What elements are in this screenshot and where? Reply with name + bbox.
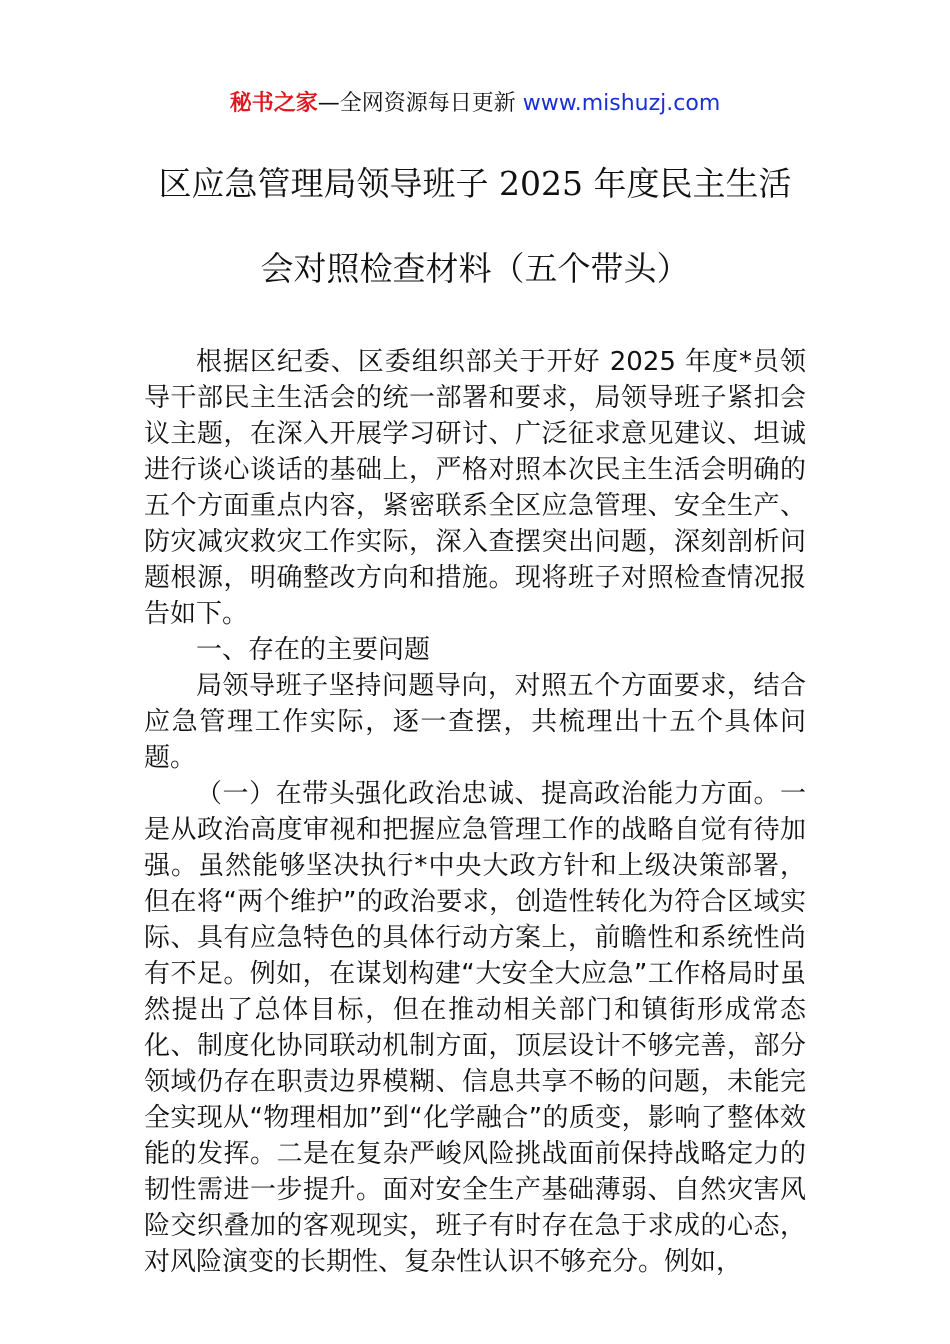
- site-brand[interactable]: 秘书之家: [229, 91, 318, 116]
- document-body: [144, 344, 806, 1280]
- paragraph-subsection-1: （一）在带头强化政治忠诚、提高政治能力方面。一是从政治高度审视和把握应急管理工作的战略自觉有待加强。虽然能够坚决执行*中央大政方针和上级决策部署，但在将“两个维护”的政治要求，创造性转化为符合区域实际、具有应急特色的具体行动方案上，前瞻性和系统性尚有不足。例如，在谋划构建“大安全大应急”工作格局时虽然提出了总体目标，但在推动相关部门和镇街形成常态化、制度化协同联动机制方面，顶层设计不够完善，部分领域仍存在职责边界模糊、信息共享不畅的问题，未能完全实现从“物理相加”到“化学融合”的质变，影响了整体效能的发挥。二是在复杂严峻风险挑战面前保持战略定力的韧性需进一步提升。面对安全生产基础薄弱、自然灾害风险交织叠加的客观现实，班子有时存在急于求成的心态，对风险演变的长期性、复杂性认识不够充分。例如，: [144, 779, 806, 1277]
- site-url-link[interactable]: www.mishuzj.com: [522, 91, 721, 116]
- document-title: [60, 164, 890, 289]
- section-heading-1: 一、存在的主要问题: [196, 635, 431, 665]
- paragraph-overview: 局领导班子坚持问题导向，对照五个方面要求，结合应急管理工作实际，逐一查摆，共梳理出十五个具体问题。: [144, 671, 806, 773]
- site-header: [0, 88, 950, 120]
- paragraph-intro: 根据区纪委、区委组织部关于开好 2025 年度*员领导干部民主生活会的统一部署和要求，局领导班子紧扣会议主题，在深入开展学习研讨、广泛征求意见建议、坦诚进行谈心谈话的基础上，严格对照本次民主生活会明确的五个方面重点内容，紧密联系全区应急管理、安全生产、防灾减灾救灾工作实际，深入查摆突出问题，深刻剖析问题根源，明确整改方向和措施。现将班子对照检查情况报告如下。: [144, 347, 806, 629]
- site-tagline: —全网资源每日更新: [317, 91, 523, 116]
- title-line-1: 区应急管理局领导班子 2025 年度民主生活: [158, 164, 792, 203]
- title-line-2: 会对照检查材料（五个带头）: [260, 249, 690, 288]
